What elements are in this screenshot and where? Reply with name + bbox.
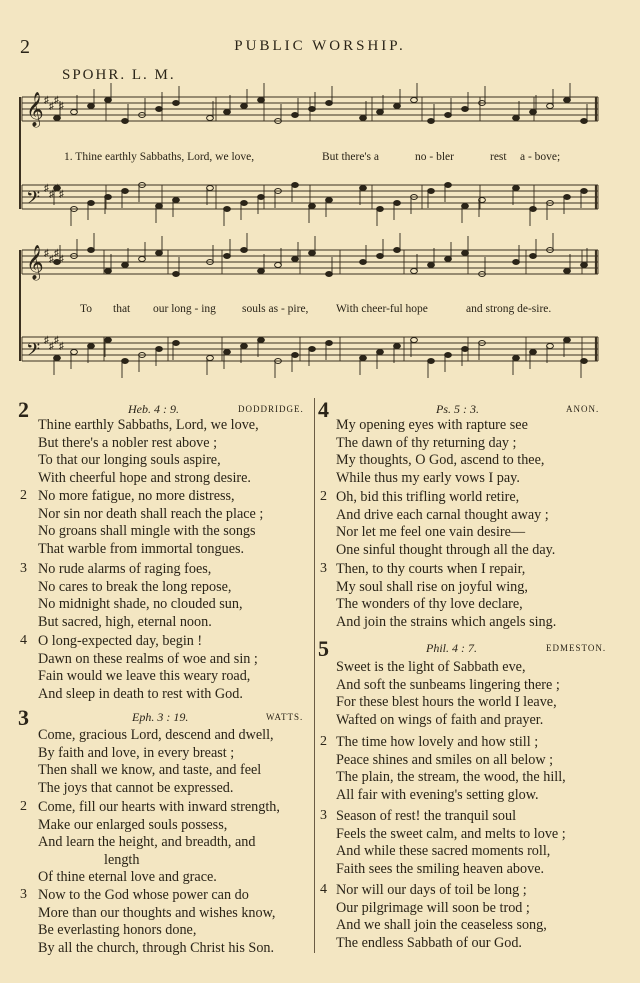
note-head — [241, 248, 248, 253]
sharp-icon: ♯ — [44, 248, 49, 259]
verse-line: No rude alarms of raging foes, — [38, 561, 212, 577]
note-head — [360, 356, 367, 361]
note-head — [581, 119, 588, 124]
stanza-number: 2 — [20, 488, 27, 503]
sharp-icon: ♯ — [59, 254, 64, 265]
lyric-2f: and strong de-sire. — [466, 303, 552, 315]
stanza-number: 2 — [20, 799, 27, 814]
verse-line: The plain, the stream, the wood, the hill, — [336, 769, 566, 785]
stanza — [336, 561, 556, 631]
verse-line: Thine earthly Sabbaths, Lord, we love, — [38, 417, 259, 433]
verse-line: All fair with evening's setting glow. — [336, 786, 539, 803]
stanza-number: 2 — [320, 734, 327, 749]
verse-line: Season of rest! the tranquil soul — [336, 808, 517, 824]
verse-line: Faith sees the smiling heaven above. — [336, 860, 545, 877]
note-head — [54, 356, 61, 361]
note-head — [207, 116, 214, 121]
lyric-2c: our long - ing — [153, 303, 216, 315]
note-head — [564, 98, 571, 103]
verse-line: Make our enlarged souls possess, — [38, 816, 228, 833]
note-head — [445, 353, 452, 358]
note-head — [122, 189, 129, 194]
verse-line: But there's a nobler rest above ; — [38, 434, 218, 451]
note-head — [377, 254, 384, 259]
verse-line: And soft the sunbeams lingering there ; — [336, 676, 560, 693]
sharp-icon: ♯ — [59, 101, 64, 112]
hymn-author: ANON. — [566, 404, 600, 414]
note-head — [224, 207, 231, 212]
note-head — [122, 263, 129, 268]
column-divider — [314, 398, 315, 953]
hymn-author: DODDRIDGE. — [238, 404, 304, 414]
note-head — [360, 260, 367, 265]
stanza-number: 3 — [320, 808, 327, 823]
note-head — [54, 116, 61, 121]
note-head — [445, 183, 452, 188]
note-head — [207, 186, 214, 191]
note-head — [258, 269, 265, 274]
lyric-1a: 1. Thine earthly Sabbaths, Lord, we love, — [64, 151, 255, 163]
lyric-2e: With cheer-ful hope — [336, 303, 428, 315]
note-head — [105, 195, 112, 200]
verse-line: Now to the God whose power can do — [38, 887, 249, 903]
sharp-icon: ♯ — [44, 183, 49, 194]
note-head — [173, 272, 180, 277]
verse-line: Come, fill our hearts with inward strength, — [38, 799, 280, 815]
note-head — [462, 107, 469, 112]
note-head — [530, 254, 537, 259]
sharp-icon: ♯ — [49, 341, 54, 352]
verse-line: One sinful thought through all the day. — [336, 541, 556, 558]
stanza-number: 2 — [320, 489, 327, 504]
sharp-icon: ♯ — [59, 341, 64, 352]
verse-line: Then shall we know, and taste, and feel — [38, 762, 262, 778]
note-head — [530, 110, 537, 115]
note-head — [462, 347, 469, 352]
note-head — [309, 251, 316, 256]
verse-line: The time how lovely and how still ; — [336, 734, 539, 750]
lyric-2d: souls as - pire, — [242, 303, 309, 315]
stanza — [336, 882, 547, 952]
note-head — [428, 119, 435, 124]
tune-name: SPOHR. L. M. — [62, 67, 176, 83]
note-head — [445, 113, 452, 118]
stanza — [38, 561, 243, 631]
verse-line: No more fatigue, no more distress, — [38, 488, 235, 504]
verse-line: The wonders of thy love declare, — [336, 596, 523, 612]
treble-clef-icon: 𝄞 — [26, 245, 44, 280]
note-head — [88, 201, 95, 206]
stanza — [336, 659, 560, 729]
lyric-1b: But there's a — [322, 151, 380, 163]
lyric-2a: To — [80, 303, 92, 315]
running-head: PUBLIC WORSHIP. — [234, 38, 406, 54]
verse-line: My thoughts, O God, ascend to thee, — [336, 452, 545, 468]
stanza-number: 3 — [20, 887, 27, 902]
verse-line: More than our thoughts and wishes know, — [38, 904, 276, 921]
verse-line: Wafted on wings of faith and prayer. — [336, 711, 544, 728]
verse-line: Then, to thy courts when I repair, — [336, 561, 526, 577]
note-head — [224, 254, 231, 259]
hymn-number: 5 — [318, 636, 329, 661]
stanza — [336, 734, 566, 804]
note-head — [122, 119, 129, 124]
note-head — [309, 204, 316, 209]
note-head — [156, 204, 163, 209]
note-head — [71, 110, 78, 115]
lyric-1d: rest — [490, 151, 507, 163]
verse-line: My opening eyes with rapture see — [336, 417, 528, 433]
verse-line: length — [104, 851, 140, 868]
note-head — [428, 263, 435, 268]
note-head — [462, 204, 469, 209]
note-head — [258, 338, 265, 343]
note-head — [156, 347, 163, 352]
lyric-1e: a - bove; — [520, 151, 561, 163]
note-head — [445, 257, 452, 262]
verse-line: The joys that cannot be expressed. — [38, 779, 234, 796]
note-head — [564, 195, 571, 200]
verse-line: And drive each carnal thought away ; — [336, 506, 549, 523]
verse-line: For these blest hours the world I leave, — [336, 694, 557, 710]
note-head — [224, 350, 231, 355]
verse-line: That warble from immortal tongues. — [38, 540, 245, 557]
verse-line: With cheerful hope and strong desire. — [38, 469, 251, 486]
note-head — [88, 104, 95, 109]
verse-line: Our pilgrimage will soon be trod ; — [336, 899, 530, 916]
note-head — [292, 257, 299, 262]
note-head — [581, 359, 588, 364]
verse-line: Peace shines and smiles on all below ; — [336, 751, 554, 768]
note-head — [513, 186, 520, 191]
stanza — [38, 799, 280, 887]
stanza — [38, 488, 263, 558]
note-head — [71, 350, 78, 355]
note-head — [275, 263, 282, 268]
verse-line: O long-expected day, begin ! — [38, 633, 203, 649]
note-head — [360, 116, 367, 121]
note-head — [360, 186, 367, 191]
note-head — [394, 104, 401, 109]
sharp-icon: ♯ — [49, 254, 54, 265]
note-head — [88, 248, 95, 253]
note-head — [377, 350, 384, 355]
note-head — [292, 183, 299, 188]
verse-line: Nor will our days of toil be long ; — [336, 882, 527, 898]
verse-line: Nor sin nor death shall reach the place ; — [38, 505, 264, 522]
note-head — [105, 98, 112, 103]
note-head — [241, 344, 248, 349]
note-head — [105, 269, 112, 274]
note-head — [88, 344, 95, 349]
verse-line: But sacred, high, eternal noon. — [38, 613, 212, 630]
verse-line: And while these sacred moments roll, — [336, 843, 551, 859]
hymn-scripture-ref: Heb. 4 : 9. — [128, 402, 179, 416]
sharp-icon: ♯ — [44, 95, 49, 106]
verse-line: No midnight shade, no clouded sun, — [38, 596, 243, 612]
note-head — [428, 359, 435, 364]
sharp-icon: ♯ — [54, 183, 59, 194]
sharp-icon: ♯ — [49, 101, 54, 112]
hymn-scripture-ref: Eph. 3 : 19. — [132, 710, 189, 724]
sharp-icon: ♯ — [49, 189, 54, 200]
verse-line: Sweet is the light of Sabbath eve, — [336, 659, 526, 675]
verse-line: No groans shall mingle with the songs — [38, 523, 256, 539]
verse-line: And learn the height, and breadth, and — [38, 834, 256, 850]
sharp-icon: ♯ — [54, 248, 59, 259]
note-head — [547, 344, 554, 349]
hymn-scripture-ref: Phil. 4 : 7. — [426, 641, 477, 655]
note-head — [207, 356, 214, 361]
note-head — [530, 350, 537, 355]
note-head — [156, 107, 163, 112]
verse-line: By faith and love, in every breast ; — [38, 744, 235, 761]
hymn-scripture-ref: Ps. 5 : 3. — [436, 402, 479, 416]
note-head — [326, 198, 333, 203]
sharp-icon: ♯ — [54, 95, 59, 106]
verse-line: Nor let me feel one vain desire— — [336, 524, 526, 540]
note-head — [513, 260, 520, 265]
treble-clef-icon: 𝄞 — [26, 92, 44, 127]
note-head — [564, 338, 571, 343]
lyric-1c: no - bler — [415, 151, 454, 163]
verse-line: To that our longing souls aspire, — [38, 452, 221, 468]
verse-line: Feels the sweet calm, and melts to love ; — [336, 825, 566, 842]
stanza — [336, 808, 566, 878]
note-head — [411, 338, 418, 343]
hymn-author: EDMESTON. — [546, 643, 607, 653]
page-number: 2 — [20, 36, 30, 58]
stanza — [336, 417, 544, 487]
stanza — [38, 887, 275, 957]
hymn-number: 4 — [318, 397, 329, 422]
verse-line: Of thine eternal love and grace. — [38, 869, 217, 885]
verse-line: And sleep in death to rest with God. — [38, 685, 243, 702]
note-head — [394, 201, 401, 206]
verse-line: My soul shall rise on joyful wing, — [336, 578, 528, 595]
hymn-number: 3 — [18, 705, 29, 730]
stanza — [336, 489, 555, 559]
note-head — [377, 207, 384, 212]
note-head — [326, 341, 333, 346]
music-score — [0, 0, 640, 395]
bass-clef-icon: 𝄢 — [26, 188, 41, 213]
verse-line: Be everlasting honors done, — [38, 922, 197, 938]
note-head — [581, 189, 588, 194]
verse-line: Dawn on these realms of woe and sin ; — [38, 650, 258, 667]
verse-line: While thus my early vows I pay. — [336, 469, 520, 486]
verse-line: By all the church, through Christ his Son. — [38, 939, 275, 956]
note-head — [564, 269, 571, 274]
stanza-number: 3 — [20, 561, 27, 576]
note-head — [224, 110, 231, 115]
note-head — [156, 251, 163, 256]
note-head — [394, 344, 401, 349]
note-head — [394, 248, 401, 253]
verse-line: Oh, bid this trifling world retire, — [336, 489, 520, 505]
note-head — [139, 257, 146, 262]
note-head — [513, 116, 520, 121]
note-head — [292, 353, 299, 358]
verse-line: The dawn of thy returning day ; — [336, 434, 517, 451]
verse-line: No cares to break the long repose, — [38, 578, 232, 595]
note-head — [326, 101, 333, 106]
verse-line: Come, gracious Lord, descend and dwell, — [38, 727, 274, 743]
note-head — [258, 195, 265, 200]
verse-line: And we shall join the ceaseless song, — [336, 917, 547, 933]
note-head — [428, 189, 435, 194]
note-head — [122, 359, 129, 364]
note-head — [411, 98, 418, 103]
note-head — [258, 98, 265, 103]
lyric-2b: that — [113, 303, 131, 315]
note-head — [462, 251, 469, 256]
note-head — [377, 110, 384, 115]
bass-clef-icon: 𝄢 — [26, 340, 41, 365]
note-head — [309, 107, 316, 112]
stanza — [38, 417, 259, 487]
note-head — [292, 113, 299, 118]
note-head — [173, 198, 180, 203]
sharp-icon: ♯ — [59, 189, 64, 200]
note-head — [173, 101, 180, 106]
hymn-number: 2 — [18, 397, 29, 422]
sharp-icon: ♯ — [44, 335, 49, 346]
verse-line: The endless Sabbath of our God. — [336, 934, 522, 951]
note-head — [326, 272, 333, 277]
note-head — [530, 207, 537, 212]
note-head — [411, 269, 418, 274]
stanza-number: 3 — [320, 561, 327, 576]
hymn-author: WATTS. — [266, 712, 304, 722]
note-head — [241, 201, 248, 206]
note-head — [513, 356, 520, 361]
note-head — [581, 263, 588, 268]
verse-line: Fain would we leave this weary road, — [38, 668, 251, 684]
stanza-number: 4 — [320, 882, 327, 897]
note-head — [309, 347, 316, 352]
stanza-number: 4 — [20, 633, 27, 648]
note-head — [173, 341, 180, 346]
stanza — [38, 633, 258, 703]
verse-line: And join the strains which angels sing. — [336, 613, 557, 630]
note-head — [547, 104, 554, 109]
stanza — [38, 727, 274, 797]
note-head — [241, 104, 248, 109]
note-head — [105, 338, 112, 343]
sharp-icon: ♯ — [54, 335, 59, 346]
